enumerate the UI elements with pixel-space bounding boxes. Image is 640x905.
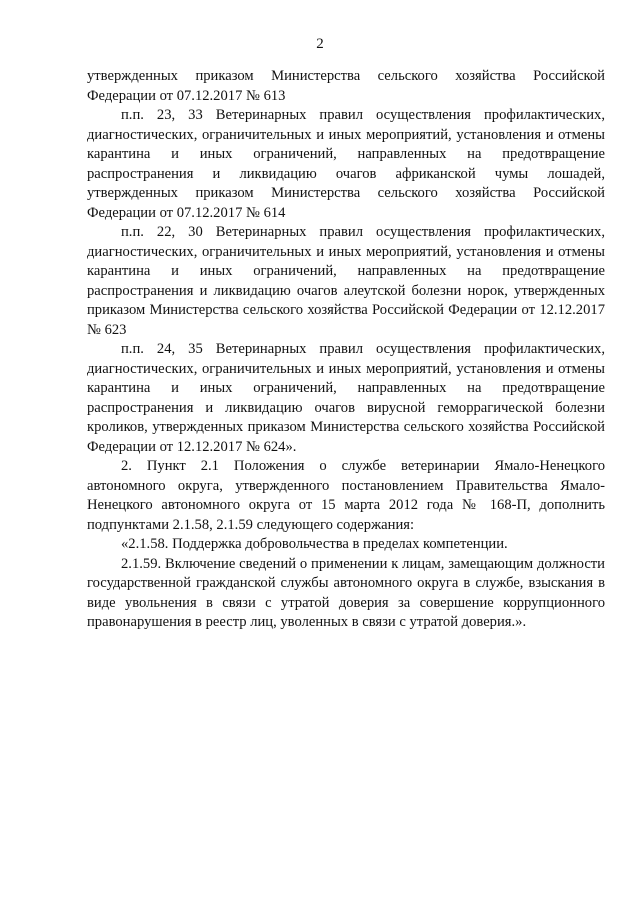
paragraph-rules-rabbit-hemorrhagic-disease: п.п. 24, 35 Ветеринарных правил осуществления профилактических, диагностических, ограничительных и иных мероприятий, установления и отмены карантина и иных ограничений, направленных на предотвращение распространения и ликвидацию очагов вирусной геморрагической болезни кроликов, утвержденных приказом Министерства сельского хозяйства Российской Федерации от 12.12.2017 № 624».: [87, 341, 605, 455]
paragraph-subitem-2-1-58: «2.1.58. Поддержка добровольчества в пределах компетенции.: [121, 536, 508, 552]
paragraph-order-613-continued: утвержденных приказом Министерства сельского хозяйства Российской Федерации от 07.12.2017 № 613: [87, 68, 605, 104]
paragraph-rules-aleutian-mink-disease: п.п. 22, 30 Ветеринарных правил осуществления профилактических, диагностических, ограничительных и иных мероприятий, установления и отмены карантина и иных ограничений, направленных на предотвращение распространения и ликвидацию очагов алеутской болезни норок, утвержденных приказом Министерства сельского хозяйства Российской Федерации от 12.12.2017 № 623: [87, 224, 605, 338]
paragraph-subitem-2-1-59: 2.1.59. Включение сведений о применении к лицам, замещающим должности государственной гражданской службы автономного округа в службе, взыскания в виде увольнения в связи с утратой доверия за совершение коррупционного правонарушения в реестр лиц, уволенных в связи с утратой доверия.».: [87, 555, 605, 630]
paragraph-rules-african-horse-sickness: п.п. 23, 33 Ветеринарных правил осуществления профилактических, диагностических, ограничительных и иных мероприятий, установления и отмены карантина и иных ограничений, направленных на предотвращение распространения и ликвидацию очагов африканской чумы лошадей, утвержденных приказом Министерства сельского хозяйства Российской Федерации от 07.12.2017 № 614: [87, 107, 605, 221]
paragraph-amendment-item-2: 2. Пункт 2.1 Положения о службе ветеринарии Ямало-Ненецкого автономного округа, утвержденного постановлением Правительства Ямало-Ненецкого автономного округа от 15 марта 2012 года № 168-П, дополнить подпунктами 2.1.58, 2.1.59 следующего содержания:: [87, 458, 605, 533]
page-number: 2: [316, 36, 324, 52]
document-body: [87, 67, 605, 633]
